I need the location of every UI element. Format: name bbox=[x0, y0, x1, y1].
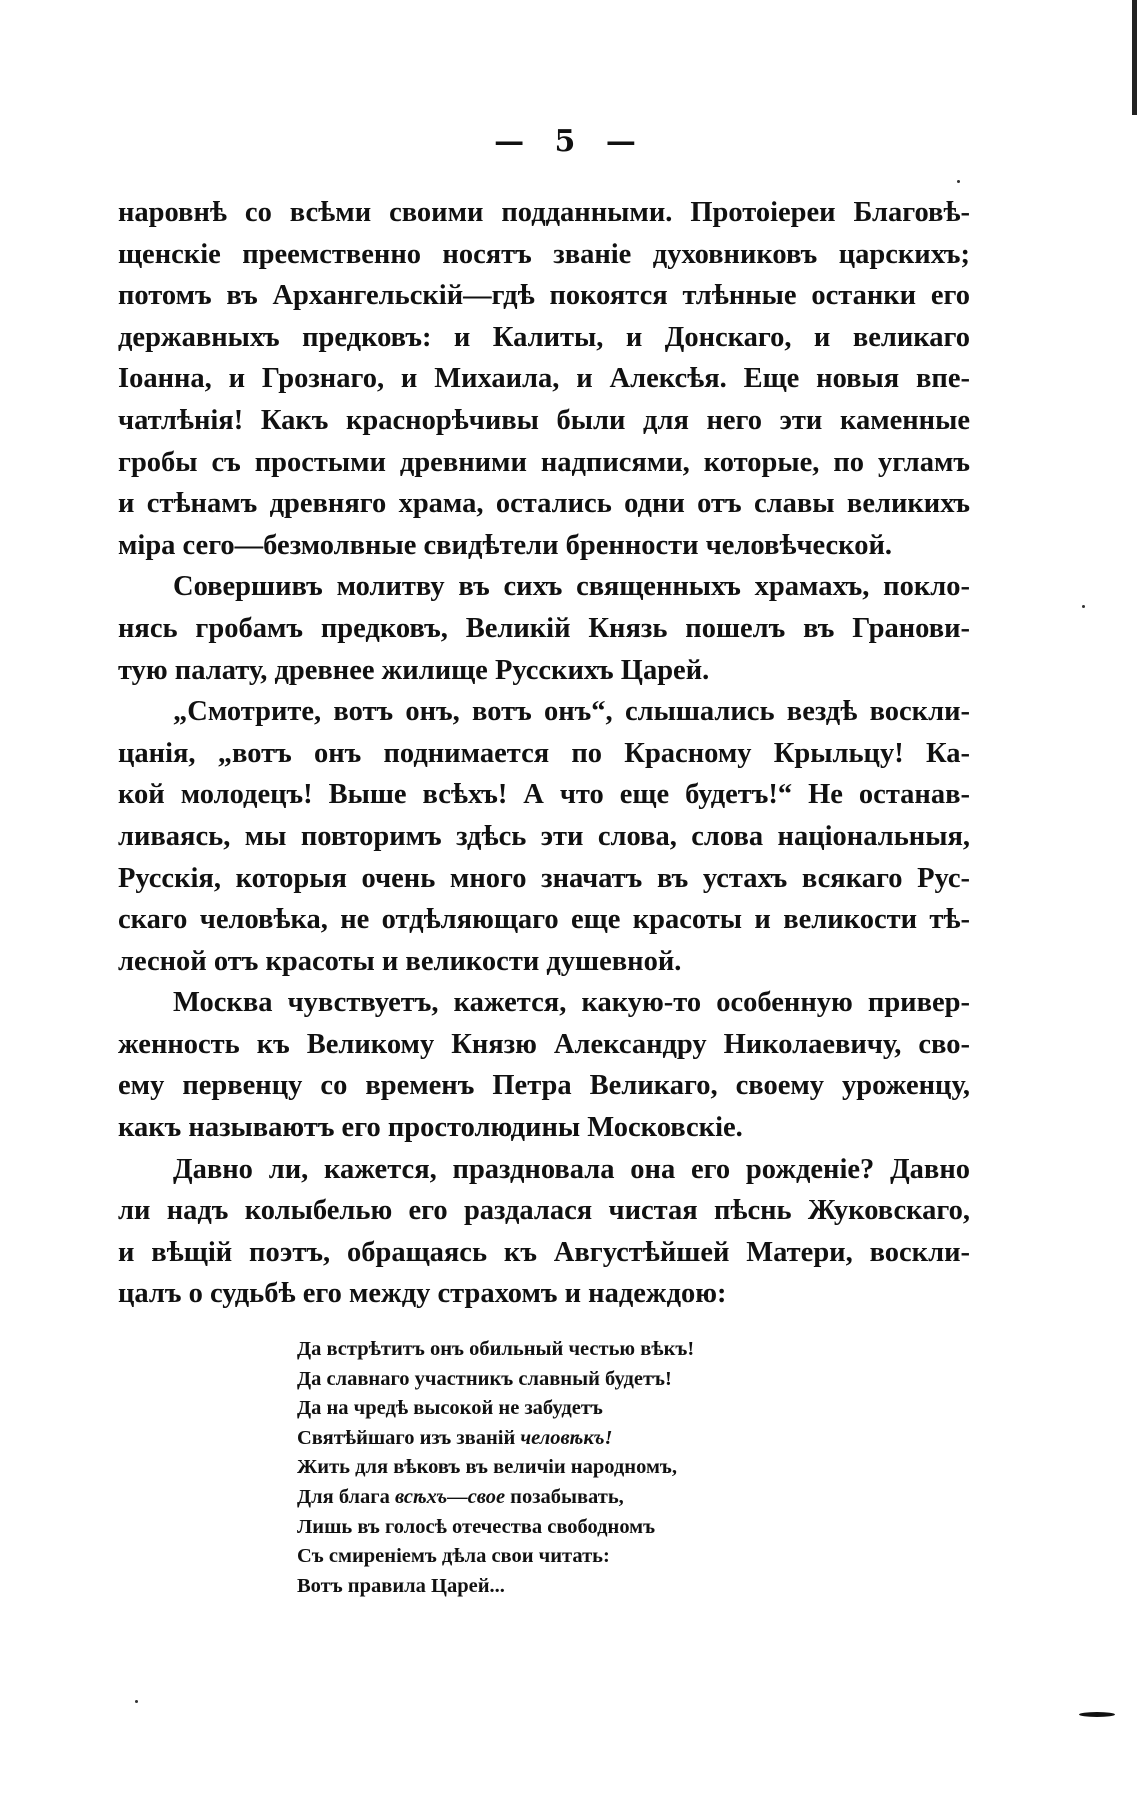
poem-line: Да на чредѣ высокой не забудетъ bbox=[297, 1397, 603, 1420]
poem-emphasis: всѣхъ—свое bbox=[395, 1485, 506, 1508]
dust-speck bbox=[135, 1700, 138, 1703]
margin-smudge bbox=[1079, 1712, 1115, 1717]
poem-line: Съ смиреніемъ дѣла свои читать: bbox=[297, 1545, 610, 1568]
text-line: міра сего—безмолвные свидѣтели бренности человѣческой. bbox=[118, 529, 893, 561]
text-line: „Смотрите, вотъ онъ, вотъ онъ“, слышались вездѣ воскли- bbox=[173, 696, 970, 728]
page-edge-mark bbox=[1132, 0, 1137, 115]
text-line: державныхъ предковъ: и Калиты, и Донскаго, и великаго bbox=[118, 321, 970, 353]
text-line: лесной отъ красоты и великости душевной. bbox=[118, 945, 682, 977]
text-line: щенскіе преемственно носятъ званіе духовниковъ царскихъ; bbox=[118, 238, 970, 270]
text-line: ему первенцу со временъ Петра Великаго, своему уроженцу, bbox=[118, 1070, 970, 1102]
text-line: потомъ въ Архангельскій—гдѣ покоятся тлѣнные останки его bbox=[118, 280, 970, 312]
dust-speck bbox=[957, 180, 960, 183]
poem-text: позабывать, bbox=[505, 1485, 624, 1508]
dust-speck bbox=[1082, 605, 1085, 608]
text-line: какъ называютъ его простолюдины Московскіе. bbox=[118, 1112, 743, 1144]
text-line: ли надъ колыбелью его раздалася чистая пѣснь Жуковскаго, bbox=[118, 1195, 970, 1227]
text-line: ливаясь, мы повторимъ здѣсь эти слова, слова національныя, bbox=[118, 820, 970, 852]
poem-emphasis: человѣкъ! bbox=[520, 1426, 613, 1449]
text-line: кой молодецъ! Выше всѣхъ! А что еще будетъ!“ Не останав- bbox=[118, 779, 970, 811]
text-line: тую палату, древнее жилище Русскихъ Царей. bbox=[118, 654, 710, 686]
text-line: Русскія, которыя очень много значатъ въ устахъ всякаго Рус- bbox=[118, 862, 970, 894]
text-line: скаго человѣка, не отдѣляющаго еще красоты и великости тѣ- bbox=[118, 904, 970, 936]
text-line: чатлѣнія! Какъ краснорѣчивы были для него эти каменные bbox=[118, 404, 970, 436]
text-line: женность къ Великому Князю Александру Николаевичу, сво- bbox=[118, 1028, 970, 1060]
text-line: Давно ли, кажется, праздновала она его рожденіе? Давно bbox=[173, 1153, 970, 1185]
poem-line: Лишь въ голосѣ отечества свободномъ bbox=[297, 1515, 656, 1538]
body-text bbox=[118, 192, 970, 1315]
text-line: Совершивъ молитву въ сихъ священныхъ храмахъ, покло- bbox=[173, 571, 970, 603]
poem-line: Да встрѣтитъ онъ обильный честью вѣкъ! bbox=[297, 1338, 695, 1360]
text-line: гробы съ простыми древними надписями, которые, по угламъ bbox=[118, 446, 970, 478]
text-line: нясь гробамъ предковъ, Великій Князь пошелъ въ Гранови- bbox=[118, 612, 970, 644]
poem-text: Святѣйшаго изъ званій bbox=[297, 1426, 521, 1449]
page-number: — 5 — bbox=[494, 124, 646, 159]
poem-line: Да славнаго участникъ славный будетъ! bbox=[297, 1367, 672, 1390]
poem-text: Для блага bbox=[297, 1485, 395, 1508]
poem-line: Жить для вѣковъ въ величіи народномъ, bbox=[297, 1456, 678, 1479]
text-line: и стѣнамъ древняго храма, остались одни отъ славы великихъ bbox=[118, 488, 970, 520]
poem-line bbox=[297, 1483, 817, 1513]
text-line: цанія, „вотъ онъ поднимается по Красному Крыльцу! Ка- bbox=[118, 737, 970, 769]
text-line: Іоанна, и Грознаго, и Михаила, и Алексѣя. Еще новыя впе- bbox=[118, 363, 970, 395]
text-line: наровнѣ со всѣми своими подданными. Протоіереи Благовѣ- bbox=[118, 197, 970, 228]
text-line: Москва чувствуетъ, кажется, какую-то особенную привер- bbox=[173, 987, 970, 1019]
poem-line: Вотъ правила Царей... bbox=[297, 1574, 505, 1597]
poem-line bbox=[297, 1424, 817, 1454]
text-line: цалъ о судьбѣ его между страхомъ и надеждою: bbox=[118, 1278, 727, 1310]
text-line: и вѣщій поэтъ, обращаясь къ Августѣйшей Матери, воскли- bbox=[118, 1236, 970, 1268]
poem-quote bbox=[297, 1335, 817, 1601]
